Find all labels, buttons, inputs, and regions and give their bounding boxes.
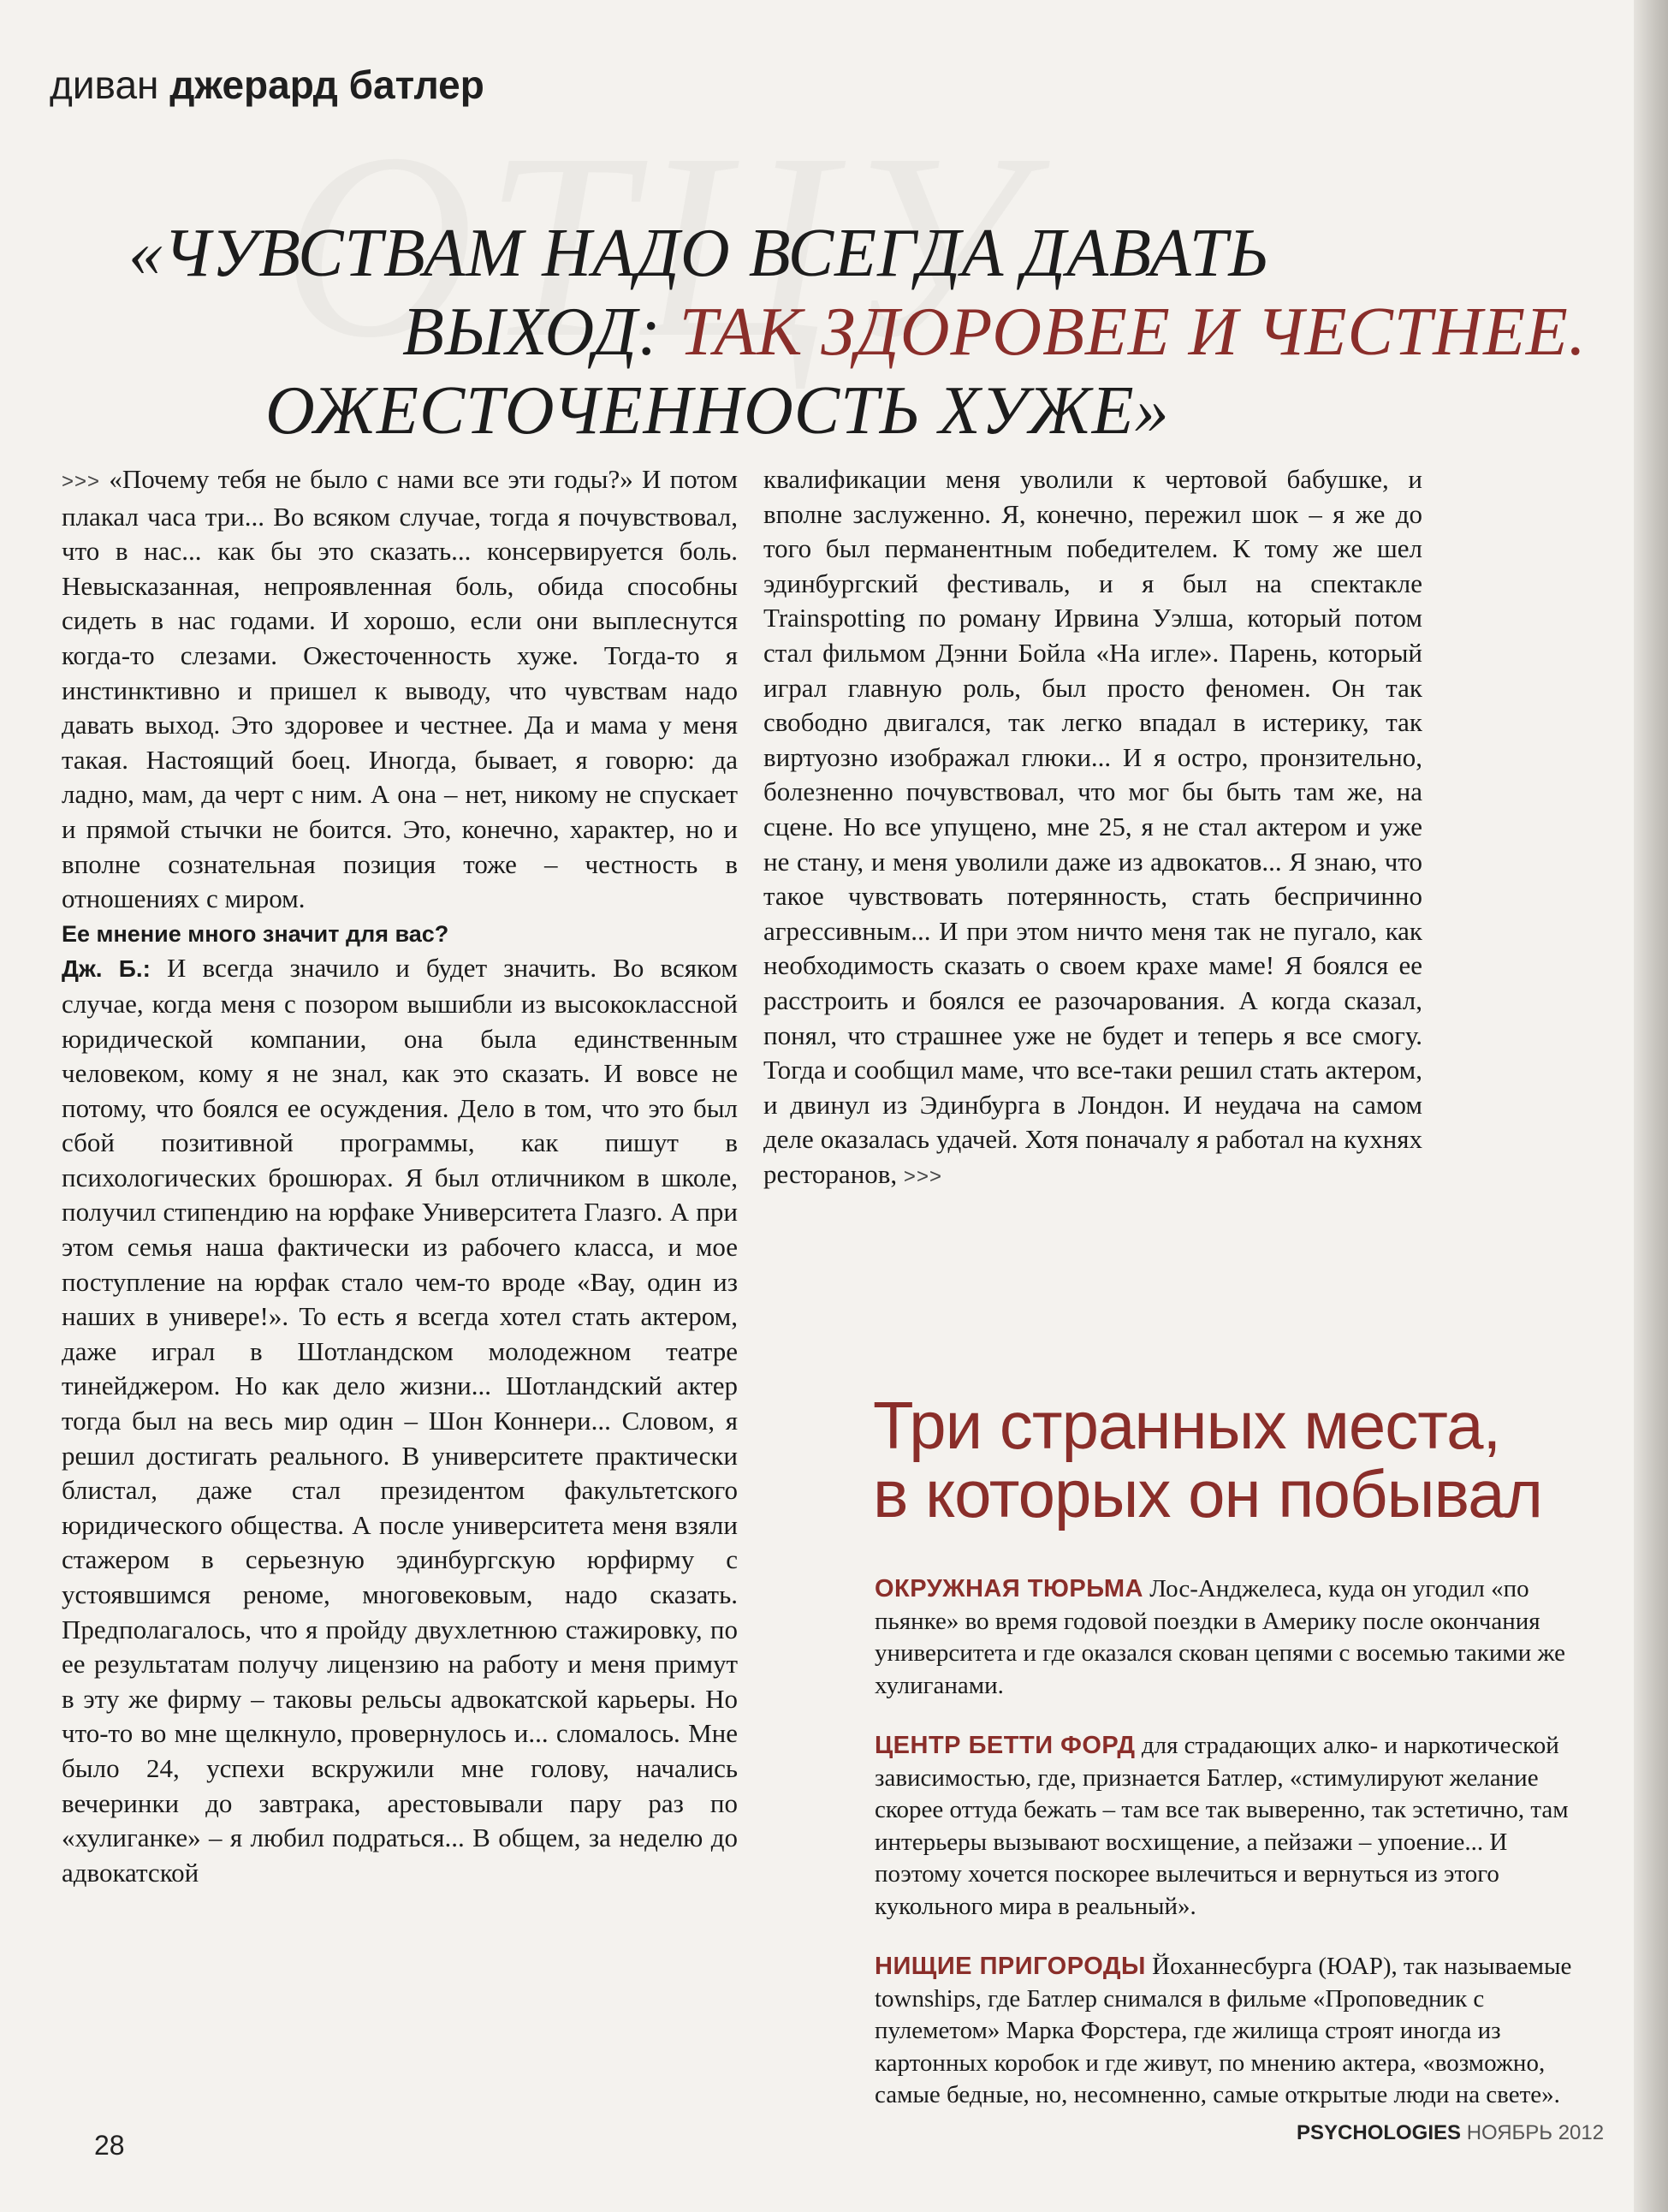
sidebar-title bbox=[873, 1388, 1626, 1531]
list-item bbox=[875, 1573, 1594, 1702]
place-name-text: НИЩИЕ ПРИГОРОДЫ bbox=[875, 1953, 1146, 1980]
pull-quote-line3: ОЖЕСТОЧЕННОСТЬ ХУЖЕ» bbox=[265, 373, 1170, 449]
place-name bbox=[875, 1575, 1143, 1603]
article-paragraph-text: «Почему тебя не было с нами все эти годы?» И потом плакал часа три... Во всяком случае, тогда я почувствовал, что в нас... как бы это сказать... консервируется боль. Невысказанная, непроявленная боль, обида способны сидеть в нас годами. И хорошо, если они выплеснутся когда-то слезами. Ожесточенность хуже. Тогда-то я инстинктивно и пришел к выводу, что чувствам надо давать выход. Это здоровее и честнее. Да и мама у меня такая. Настоящий боец. Иногда, бывает, я говорю: да ладно, мам, да черт с ним. А она – нет, никому не спускает и прямой стычки не боится. Это, конечно, характер, но и вполне сознательная позиция тоже – честность в отношениях с миром. bbox=[62, 464, 739, 914]
magazine-name: PSYCHOLOGIES bbox=[1297, 2121, 1462, 2144]
pull-quote-line2-start: ВЫХОД: bbox=[402, 294, 680, 370]
place-description: Йоханнесбурга (ЮАР), так называемые townships, где Батлер снимался в фильме «Проповедник с пулеметом» Марка Форстера, где жилища строят иногда из картонных коробок и где живут, по мнению актера, «возможно, самые бедные, но, несомненно, самые открытые люди на свете». bbox=[875, 1953, 1572, 2108]
sidebar-title-line1: Три странных места, bbox=[873, 1388, 1501, 1463]
continues-arrows-icon: >>> bbox=[903, 1164, 942, 1188]
answer-text: И всегда значило и будет значить. Во всяком случае, когда меня с позором вышибли из высококлассной юридической компании, она была единственным человеком, кому я не знал, как это сказать. И вовсе не потому, что боялся ее осуждения. Дело в том, что это был сбой позитивной программы, как пишут в психологических брошюрах. Я был отличником в школе, получил стипендию на юрфаке Университета Глазго. А при этом семья наша фактически из рабочего класса, и мое поступление на юрфак стало чем-то вроде «Вау, один из наших в универе!». То есть я всегда хотел стать актером, даже играл в Шотландском молодежном театре тинейджером. Но как дело жизни... Шотландский актер тогда был на весь мир один – Шон Коннери... Словом, я решил достигать реального. В университете практически блистал, даже стал президентом факультетского юридического общества. А после университета меня взяли стажером в серьезную эдинбургскую юрфирму с устоявшимся реноме, многовековым, надо сказать. Предполагалось, что я пройду двухлетнюю стажировку, по ее результатам получу лицензию на работу и меня примут в эту же фирму – таковы рельсы адвокатской карьеры. Но что-то во мне щелкнуло, провернулось и... сломалось. Мне было 24, успехи вскружили мне голову, начались вечеринки до завтрака, арестовывали пару раз по «хулиганке» – я любил подраться... В общем, за неделю до адвокатской bbox=[62, 953, 738, 1888]
article-column-right bbox=[763, 462, 1422, 1194]
pull-quote-line1: «ЧУВСТВАМ НАДО ВСЕГДА ДАВАТЬ bbox=[128, 216, 1270, 291]
place-name-text: ЦЕНТР БЕТТИ ФОРД bbox=[875, 1732, 1136, 1759]
rubric-name: джерард батлер bbox=[169, 62, 484, 107]
list-item bbox=[875, 1730, 1594, 1923]
sidebar-places-list bbox=[875, 1573, 1594, 2140]
magazine-footer bbox=[1297, 2121, 1604, 2145]
pull-quote-line2 bbox=[120, 293, 1587, 372]
place-description: Лос-Анджелеса, куда он угодил «по пьянке» во время годовой поездки в Америку после окончания университета и где оказался скован цепями с восемью такими же хулиганами. bbox=[875, 1575, 1566, 1699]
place-name bbox=[875, 1732, 1136, 1759]
page-binding-edge bbox=[1634, 0, 1668, 2212]
article-paragraph bbox=[62, 462, 738, 917]
list-item bbox=[875, 1951, 1594, 2112]
pull-quote-accent: ТАК ЗДОРОВЕЕ И ЧЕСТНЕЕ. bbox=[679, 294, 1587, 370]
issue-date: НОЯБРЬ 2012 bbox=[1466, 2121, 1605, 2144]
article-paragraph-text: квалификации меня уволили к чертовой бабушке, и вполне заслуженно. Я, конечно, пережил шок – я же до того был перманентным победителем. К тому же шел эдинбургский фестиваль, и я был на спектакле Trainspotting по роману Ирвина Уэлша, который потом стал фильмом Дэнни Бойла «На игле». Парень, который играл главную роль, был просто феномен. Он так свободно двигался, так легко впадал в истерику, так виртуозно изображал глюки... И я остро, пронзительно, болезненно почувствовал, что мог бы быть там же, на сцене. Но все упущено, мне 25, я не стал актером и уже не стану, и меня уволили даже из адвокатов... Я знаю, что такое чувствовать потерянность, стать беспричинно агрессивным... И при этом ничто меня так не пугало, как необходимость сказать о своем крахе маме! Я боялся ее расстроить и боялся ее разочарования. А когда сказал, понял, что страшнее уже не будет и теперь я все смогу. Тогда и сообщил маме, что все-таки решил стать актером, и двинул из Эдинбурга в Лондон. И неудача на самом деле оказалась удачей. Хотя поначалу я работал на кухнях ресторанов, bbox=[763, 464, 1422, 1189]
rubric-header bbox=[50, 62, 484, 108]
place-name bbox=[875, 1953, 1146, 1980]
place-description: для страдающих алко- и наркотической зависимостью, где, признается Батлер, «стимулируют желание скорее оттуда бежать – там все так выверенно, так эстетично, там интерьеры вызывают восхищение, а пейзажи – упоение... И поэтому хочется поскорее вылечиться и вернуться из этого кукольного мира в реальный». bbox=[875, 1732, 1569, 1920]
speaker-label: Дж. Б.: bbox=[62, 955, 151, 983]
rubric-prefix: диван bbox=[50, 62, 159, 107]
interview-question: Ее мнение много значит для вас? bbox=[62, 920, 449, 947]
pull-quote bbox=[120, 214, 1587, 450]
article-column-left bbox=[62, 462, 738, 1890]
continued-arrows-icon: >>> bbox=[62, 470, 101, 493]
sidebar-title-line2: в которых он побывал bbox=[873, 1456, 1543, 1531]
page-number: 28 bbox=[94, 2130, 125, 2161]
article-paragraph bbox=[763, 462, 1422, 1194]
place-name-text: ОКРУЖНАЯ ТЮРЬМА bbox=[875, 1575, 1143, 1603]
interview-answer bbox=[62, 951, 738, 1890]
